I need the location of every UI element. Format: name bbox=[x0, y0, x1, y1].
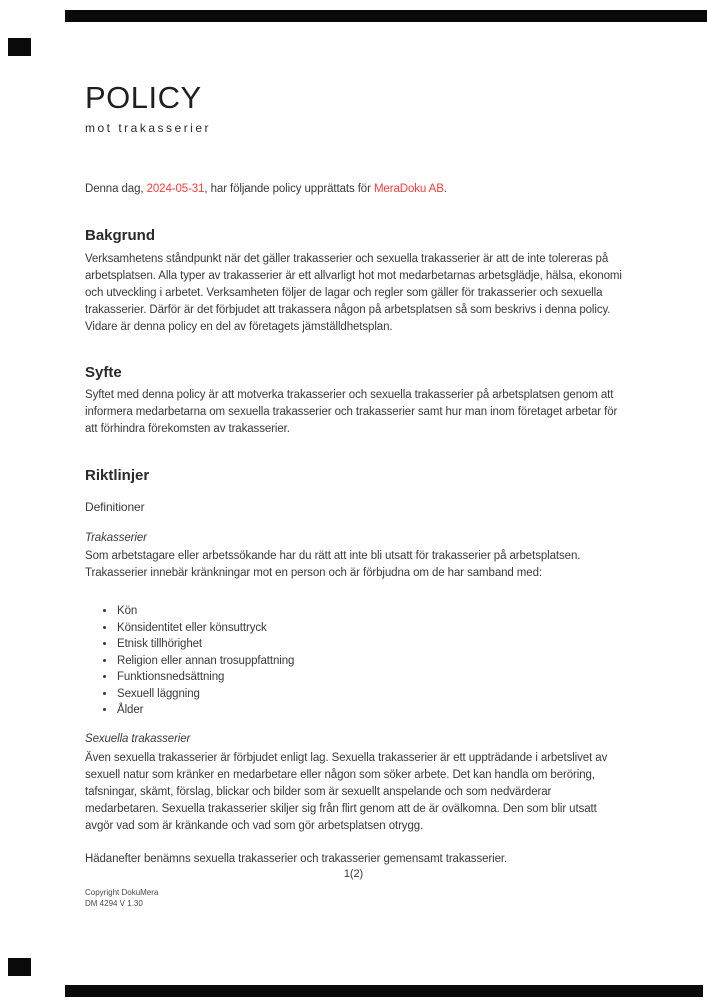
discrimination-grounds-list bbox=[85, 603, 622, 719]
intro-company: MeraDoku AB bbox=[373, 183, 444, 195]
footer-copyright: Copyright DokuMera bbox=[85, 887, 159, 897]
paragraph-sexuella-trakasserier: Även sexuella trakasserier är förbjudet enligt lag. Sexuella trakasserier är ett uppträdande i arbetslivet av sexuell natur som kränker en medarbetare eller någon som söker arbete. Det kan handla om beröring, tafsningar, skämt, förslag, blickar och bilder som är sexuellt anspelande och som nedvärderar medarbetaren. Sexuella trakasserier skiljer sig från flirt genom att de är ovälkomna. Den som blir utsatt avgör vad som är kränkande och vad som gör arbetsplatsen otrygg. bbox=[85, 751, 608, 832]
subheading-sexuella-trakasserier: Sexuella trakasserier bbox=[85, 732, 191, 745]
heading-riktlinjer: Riktlinjer bbox=[85, 467, 150, 484]
document-content bbox=[85, 0, 622, 909]
intro-mid: , har följande policy upprättats för bbox=[204, 183, 374, 195]
subheading-definitioner: Definitioner bbox=[85, 500, 145, 514]
scan-mark-bottom-bar bbox=[65, 985, 703, 997]
list-item: • Könsidentitet eller könsuttryck bbox=[116, 620, 622, 637]
document-subtitle: mot trakasserier bbox=[85, 121, 212, 135]
list-item: • Etnisk tillhörighet bbox=[116, 636, 622, 653]
list-item: • Funktionsnedsättning bbox=[116, 669, 622, 686]
document-title: POLICY bbox=[85, 80, 202, 115]
subheading-trakasserier: Trakasserier bbox=[85, 532, 147, 544]
list-item: • Kön bbox=[116, 603, 622, 620]
intro-date: 2024-05-31 bbox=[146, 183, 205, 195]
paragraph-trakasserier: Som arbetstagare eller arbetssökande har du rätt att inte bli utsatt för trakasserier på arbetsplatsen. Trakasserier innebär kränkningar mot en person och är förbjudna om de har samband med: bbox=[85, 550, 581, 579]
intro-pre: Denna dag, bbox=[85, 183, 147, 195]
heading-bakgrund: Bakgrund bbox=[85, 227, 156, 244]
document-footer bbox=[85, 887, 622, 909]
scan-mark-bottom-square bbox=[8, 958, 31, 976]
list-item: • Ålder bbox=[116, 702, 622, 719]
heading-syfte: Syfte bbox=[85, 364, 122, 381]
page-number: 1(2) bbox=[343, 867, 364, 880]
paragraph-bakgrund: Verksamhetens ståndpunkt när det gäller trakasserier och sexuella trakasserier är att de inte tolereras på arbetsplatsen. Alla typer av trakasserier är ett allvarligt hot mot medarbetarnas arbetsglädje, hälsa, ekonomi och utveckling i arbetet. Verksamheten följer de lagar och regler som gäller för trakasserier och sexuella trakasserier. Därför är det förbjudet att trakassera någon på arbetsplatsen så som beskrivs i denna policy. Vidare är denna policy en del av företagets jämställdhetsplan. bbox=[85, 253, 622, 333]
list-item: • Religion eller annan trosuppfattning bbox=[116, 653, 622, 670]
footer-version: DM 4294 V 1.30 bbox=[85, 898, 143, 908]
scan-mark-top-square bbox=[8, 38, 31, 56]
intro-line bbox=[85, 181, 622, 198]
paragraph-closing: Hädanefter benämns sexuella trakasserier och trakasserier gemensamt trakasserier. bbox=[85, 852, 508, 865]
paragraph-syfte: Syftet med denna policy är att motverka trakasserier och sexuella trakasserier på arbetsplatsen genom att informera medarbetarna om sexuella trakasserier och trakasserier samt hur man inom företaget arbetar för att förhindra förekomsten av trakasserier. bbox=[85, 389, 618, 435]
list-item: • Sexuell läggning bbox=[116, 686, 622, 703]
intro-post: . bbox=[443, 183, 447, 195]
